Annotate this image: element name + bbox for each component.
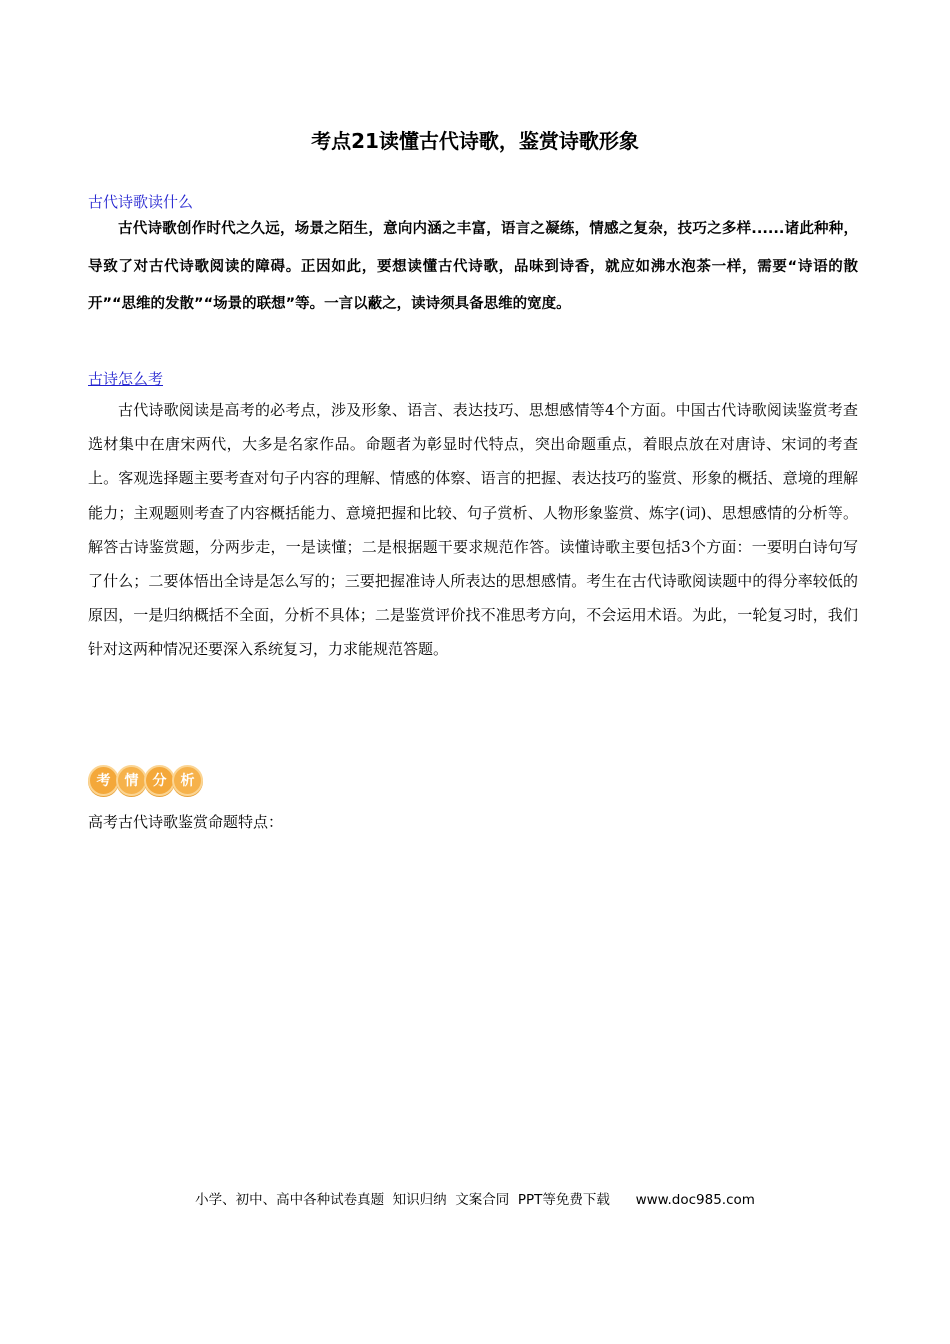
exam-paragraph: 古代诗歌阅读是高考的必考点，涉及形象、语言、表达技巧、思想感情等4个方面。中国古代诗歌阅读鉴赏考查选材集中在唐宋两代，大多是名家作品。命题者为彰显时代特点，突出命题重点，着眼点放在对唐诗、宋词的考查上。客观选择题主要考查对句子内容的理解、情感的体察、语言的把握、表达技巧的鉴赏、形象的概括、意境的理解能力；主观题则考查了内容概括能力、意境把握和比较、句子赏析、人物形象鉴赏、炼字(词)、思想感情的分析等。解答古诗鉴赏题，分两步走，一是读懂；二是根据题干要求规范作答。读懂诗歌主要包括3个方面：一要明白诗句写了什么；二要体悟出全诗是怎么写的；三要把握准诗人所表达的思想感情。考生在古代诗歌阅读题中的得分率较低的原因，一是归纳概括不全面，分析不具体；二是鉴赏评价找不准思考方向，不会运用术语。为此，一轮复习时，我们针对这两种情况还要深入系统复习，力求能规范答题。 [88, 401, 858, 659]
section-heading-what-to-read: 古代诗歌读什么 [88, 193, 194, 211]
badge-char: 情 [116, 765, 147, 796]
subnote-text: 高考古代诗歌鉴赏命题特点： [88, 813, 284, 831]
section-heading-how-tested[interactable]: 古诗怎么考 [88, 370, 164, 388]
footer-text: 小学、初中、高中各种试卷真题 知识归纳 文案合同 PPT等免费下载 www.doc985.com [195, 1192, 755, 1208]
badge-char: 分 [144, 765, 175, 796]
intro-paragraph: 古代诗歌创作时代之久远，场景之陌生，意向内涵之丰富，语言之凝练，情感之复杂，技巧之多样......诸此种种，导致了对古代诗歌阅读的障碍。正因如此，要想读懂古代诗歌，品味到诗香，就应如沸水泡茶一样，需要“诗语的散开”“思维的发散”“场景的联想”等。一言以蔽之，读诗须具备思维的宽度。 [88, 221, 858, 312]
badge-char: 考 [88, 765, 119, 796]
badge-char: 析 [172, 765, 203, 796]
analysis-badge [88, 763, 200, 797]
page-title: 考点21读懂古代诗歌，鉴赏诗歌形象 [311, 129, 639, 153]
